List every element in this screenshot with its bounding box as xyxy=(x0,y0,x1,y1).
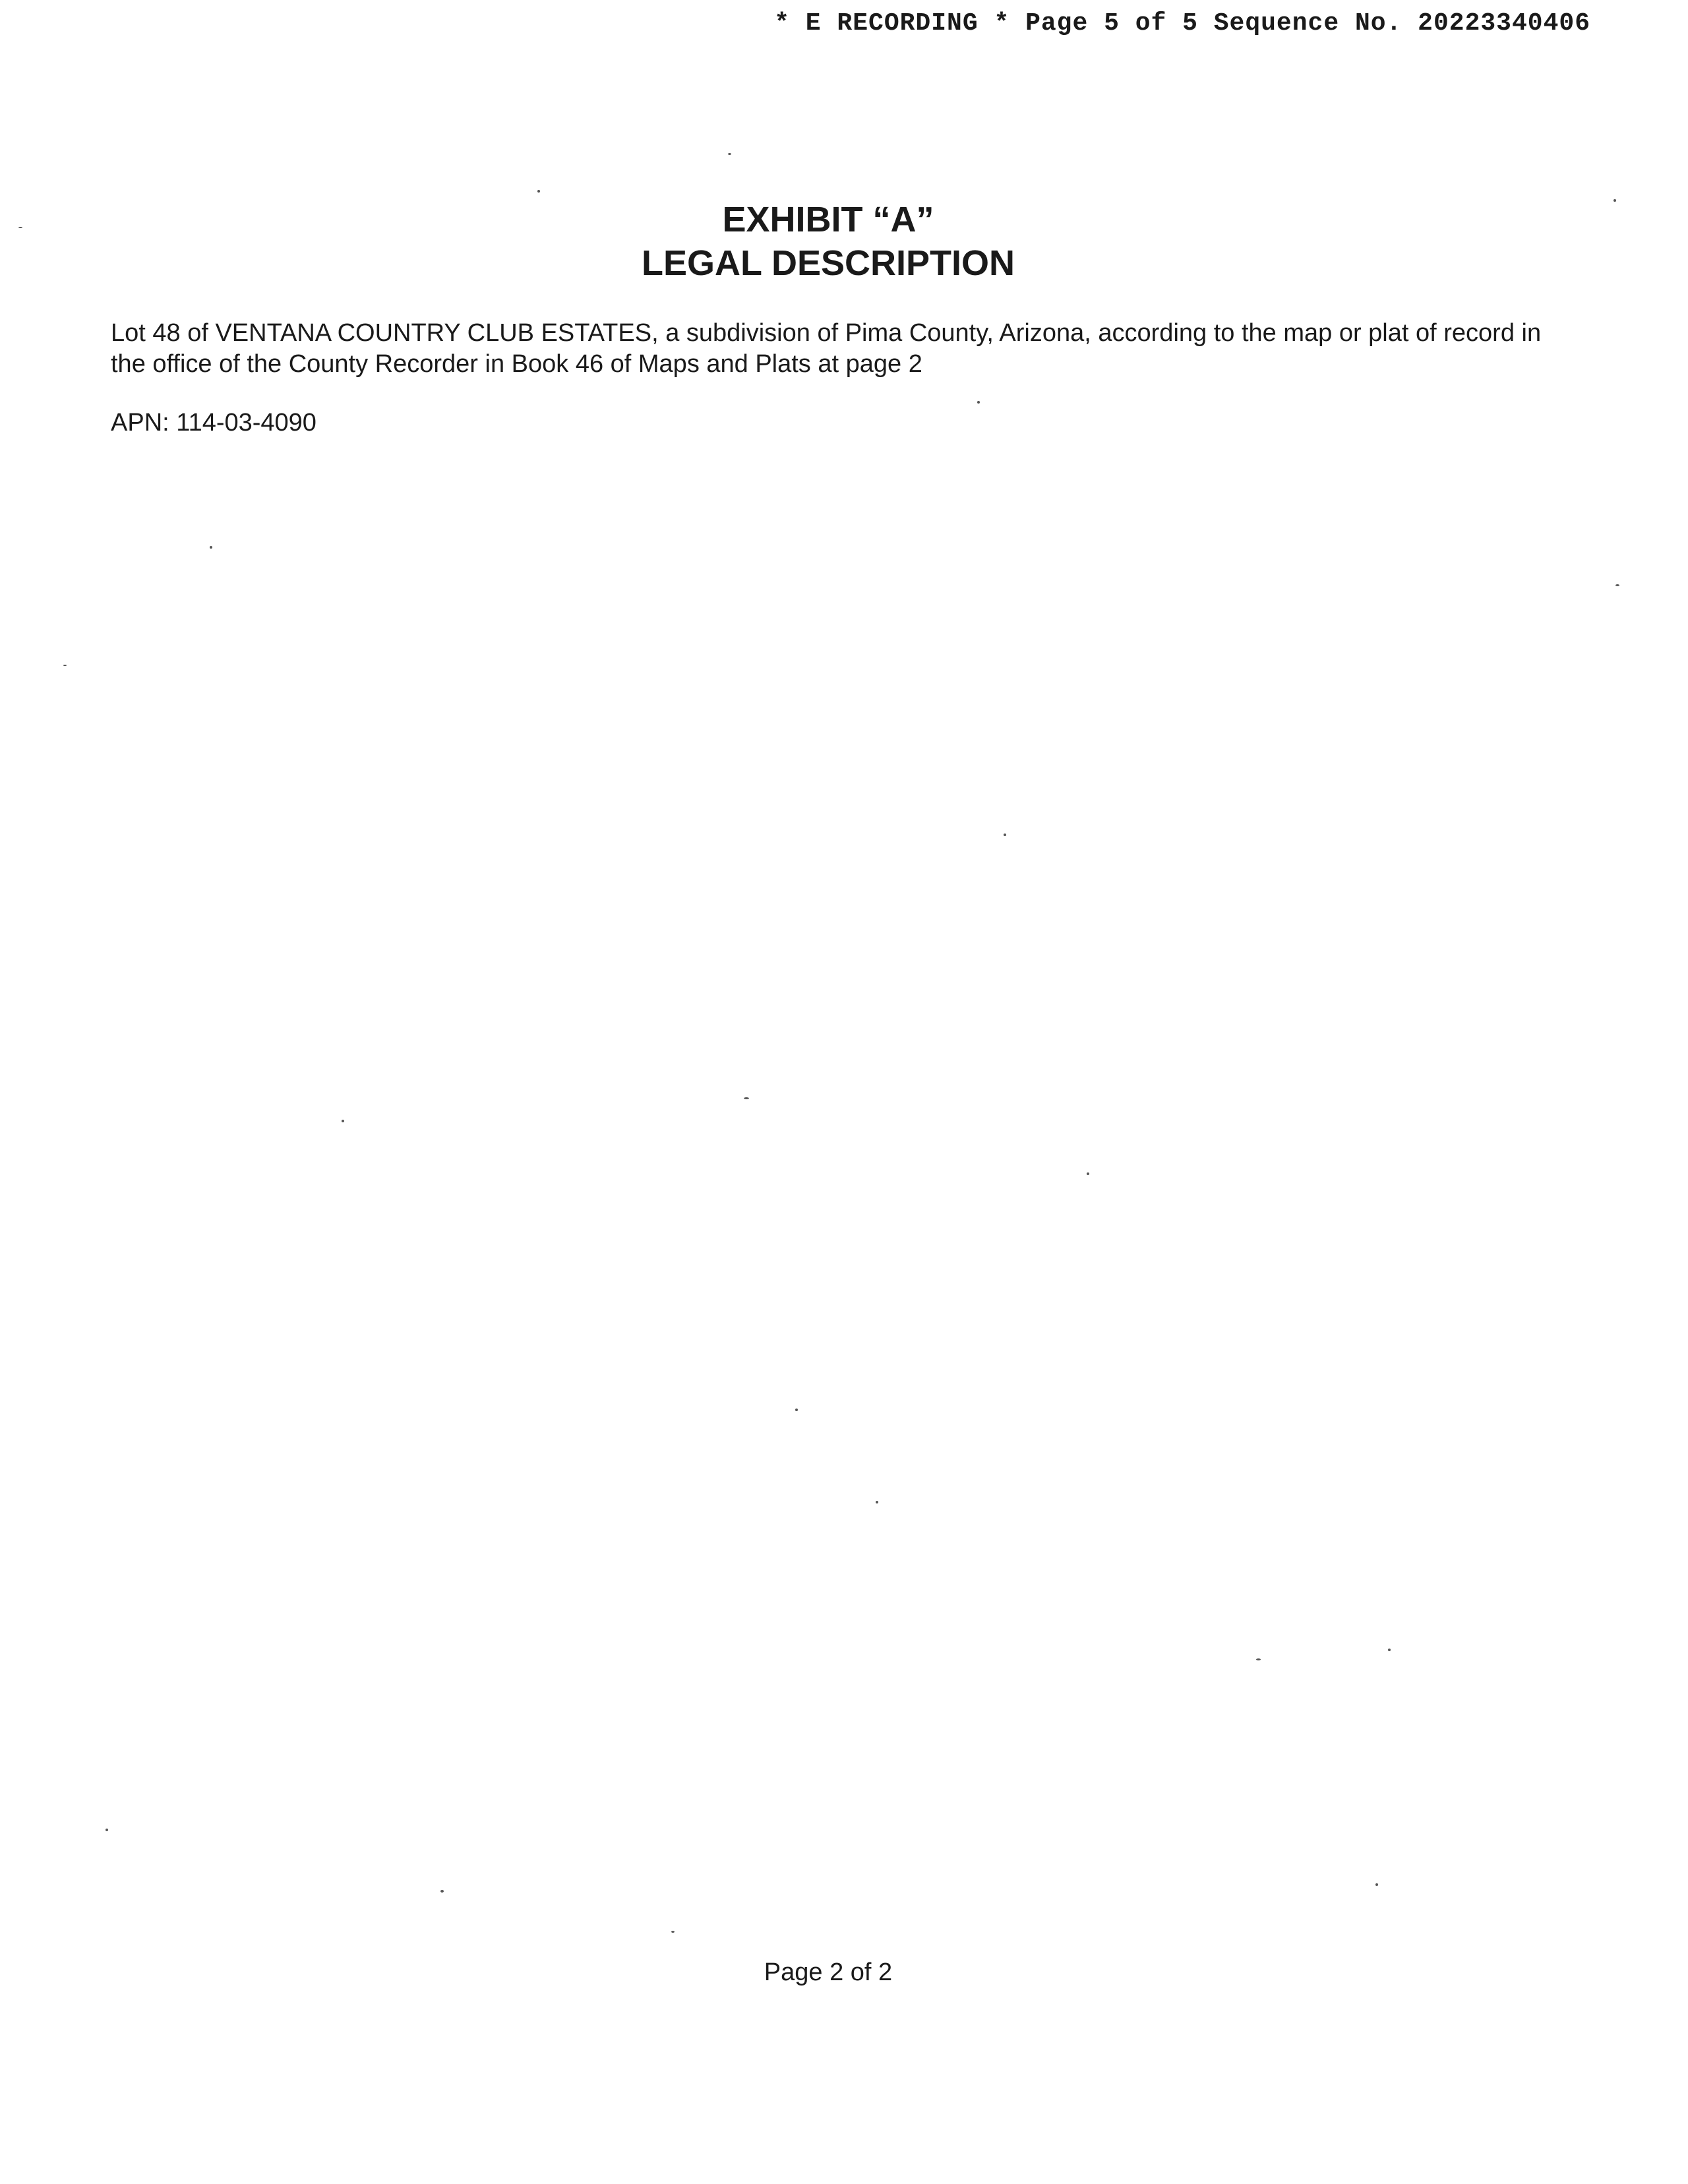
scan-speck xyxy=(63,665,67,666)
scan-speck xyxy=(876,1501,878,1503)
scan-speck xyxy=(977,401,980,404)
scan-speck xyxy=(1375,1883,1378,1886)
exhibit-title-block xyxy=(0,198,1656,285)
scan-speck xyxy=(537,190,540,193)
scan-speck xyxy=(795,1409,798,1411)
legal-description-paragraph: Lot 48 of VENTANA COUNTRY CLUB ESTATES, a subdivision of Pima County, Arizona, according to the map or plat of record in the office of the County Recorder in Book 46 of Maps and Plats at page 2 xyxy=(111,319,1542,378)
scan-speck xyxy=(1087,1172,1089,1175)
apn-line: APN: 114-03-4090 xyxy=(111,409,316,437)
scan-speck xyxy=(106,1829,108,1831)
scan-speck xyxy=(1615,584,1619,586)
scan-speck xyxy=(1388,1649,1391,1651)
scan-speck xyxy=(1004,834,1006,836)
scan-speck xyxy=(342,1120,344,1122)
scan-speck xyxy=(1613,199,1616,202)
exhibit-subtitle: LEGAL DESCRIPTION xyxy=(641,243,1015,283)
page-number-footer: Page 2 of 2 xyxy=(764,1958,893,1986)
exhibit-title: EXHIBIT “A” xyxy=(722,200,934,239)
scan-speck xyxy=(1256,1658,1261,1660)
scan-speck xyxy=(728,153,731,155)
scan-speck xyxy=(744,1097,749,1099)
recording-header: * E RECORDING * Page 5 of 5 Sequence No. 20223340406 xyxy=(774,9,1590,38)
scan-speck xyxy=(440,1890,444,1893)
scan-speck xyxy=(671,1931,675,1933)
scan-speck xyxy=(210,546,212,549)
scan-speck xyxy=(18,227,22,228)
